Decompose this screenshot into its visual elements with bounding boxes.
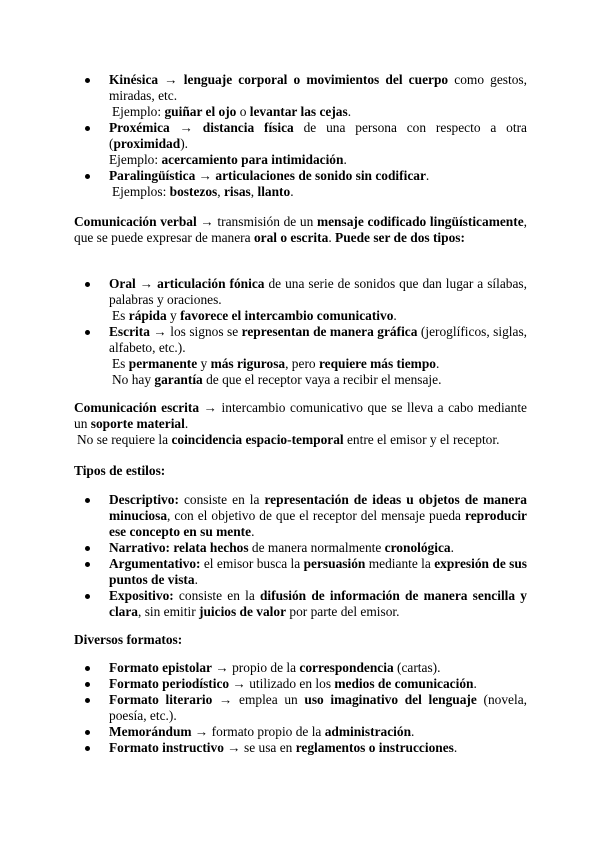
list-item: Expositivo: consiste en la difusión de información de manera sencilla y clara, sin emitir juicios de valor por parte del emisor. xyxy=(85,588,527,620)
example-line: Ejemplos: bostezos, risas, llanto. xyxy=(112,184,294,199)
bullet-icon xyxy=(85,282,90,287)
bullet-icon xyxy=(85,330,90,335)
list-item: Formato instructivo → se usa en reglamentos o instrucciones. xyxy=(85,740,527,756)
list-item: Paralingüística → articulaciones de sonido sin codificar. Ejemplos: bostezos, risas, llanto. xyxy=(85,168,527,200)
bullet-icon xyxy=(85,562,90,567)
list-item: Formato literario → emplea un uso imaginativo del lenguaje (novela, poesía, etc.). xyxy=(85,692,527,724)
nonverbal-list xyxy=(85,72,527,200)
bullet-icon xyxy=(85,78,90,83)
detail-line: No hay garantía de que el receptor vaya a recibir el mensaje. xyxy=(112,372,442,387)
bullet-icon xyxy=(85,682,90,687)
bullet-icon xyxy=(85,698,90,703)
detail-line: No se requiere la coincidencia espacio-temporal entre el emisor y el receptor. xyxy=(77,432,500,447)
verbal-paragraph: Comunicación verbal → transmisión de un mensaje codificado lingüísticamente, que se puede expresar de manera oral o escrita. Puede ser de dos tipos: xyxy=(74,214,527,245)
bullet-icon xyxy=(85,126,90,131)
bullet-icon xyxy=(85,730,90,735)
bullet-icon xyxy=(85,546,90,551)
list-item: Formato epistolar → propio de la correspondencia (cartas). xyxy=(85,660,527,676)
list-item: Memorándum → formato propio de la administración. xyxy=(85,724,527,740)
list-item: Proxémica → distancia física de una persona con respecto a otra (proximidad). Ejemplo: acercamiento para intimidación. xyxy=(85,120,527,168)
bullet-icon xyxy=(85,666,90,671)
list-item: Oral → articulación fónica de una serie de sonidos que dan lugar a sílabas, palabras y oraciones. Es rápida y favorece el intercambio comunicativo. xyxy=(85,276,527,324)
bullet-icon xyxy=(85,746,90,751)
list-item: Argumentativo: el emisor busca la persuasión mediante la expresión de sus puntos de vista. xyxy=(85,556,527,588)
list-item: Formato periodístico → utilizado en los medios de comunicación. xyxy=(85,676,527,692)
list-item: Kinésica → lenguaje corporal o movimientos del cuerpo como gestos, miradas, etc. Ejemplo: guiñar el ojo o levantar las cejas. xyxy=(85,72,527,120)
estilos-list xyxy=(85,492,527,620)
list-item: Descriptivo: consiste en la representación de ideas u objetos de manera minuciosa, con el objetivo de que el receptor del mensaje pueda reproducir ese concepto en su mente. xyxy=(85,492,527,540)
bullet-icon xyxy=(85,174,90,179)
escrita-paragraph: Comunicación escrita → intercambio comunicativo que se lleva a cabo mediante un soporte material. No se requiere la coincidencia espacio-temporal entre el emisor y el receptor. xyxy=(74,400,527,447)
detail-line: Es rápida y favorece el intercambio comunicativo. xyxy=(112,308,397,323)
example-line: Ejemplo: guiñar el ojo o levantar las cejas. xyxy=(112,104,352,119)
list-item: Escrita → los signos se representan de manera gráfica (jeroglíficos, siglas, alfabeto, etc.). Es permanente y más rigurosa, pero requiere más tiempo. No hay garantía de que el receptor vaya a recibir el mensaje. xyxy=(85,324,527,388)
example-line: Ejemplo: acercamiento para intimidación. xyxy=(109,152,347,167)
detail-line: Es permanente y más rigurosa, pero requiere más tiempo. xyxy=(112,356,440,371)
verbal-types-list xyxy=(85,276,527,388)
section-heading-formatos: Diversos formatos: xyxy=(74,632,183,647)
formatos-list xyxy=(85,660,527,756)
section-heading-estilos: Tipos de estilos: xyxy=(74,463,166,478)
bullet-icon xyxy=(85,594,90,599)
list-item: Narrativo: relata hechos de manera normalmente cronológica. xyxy=(85,540,527,556)
bullet-icon xyxy=(85,498,90,503)
